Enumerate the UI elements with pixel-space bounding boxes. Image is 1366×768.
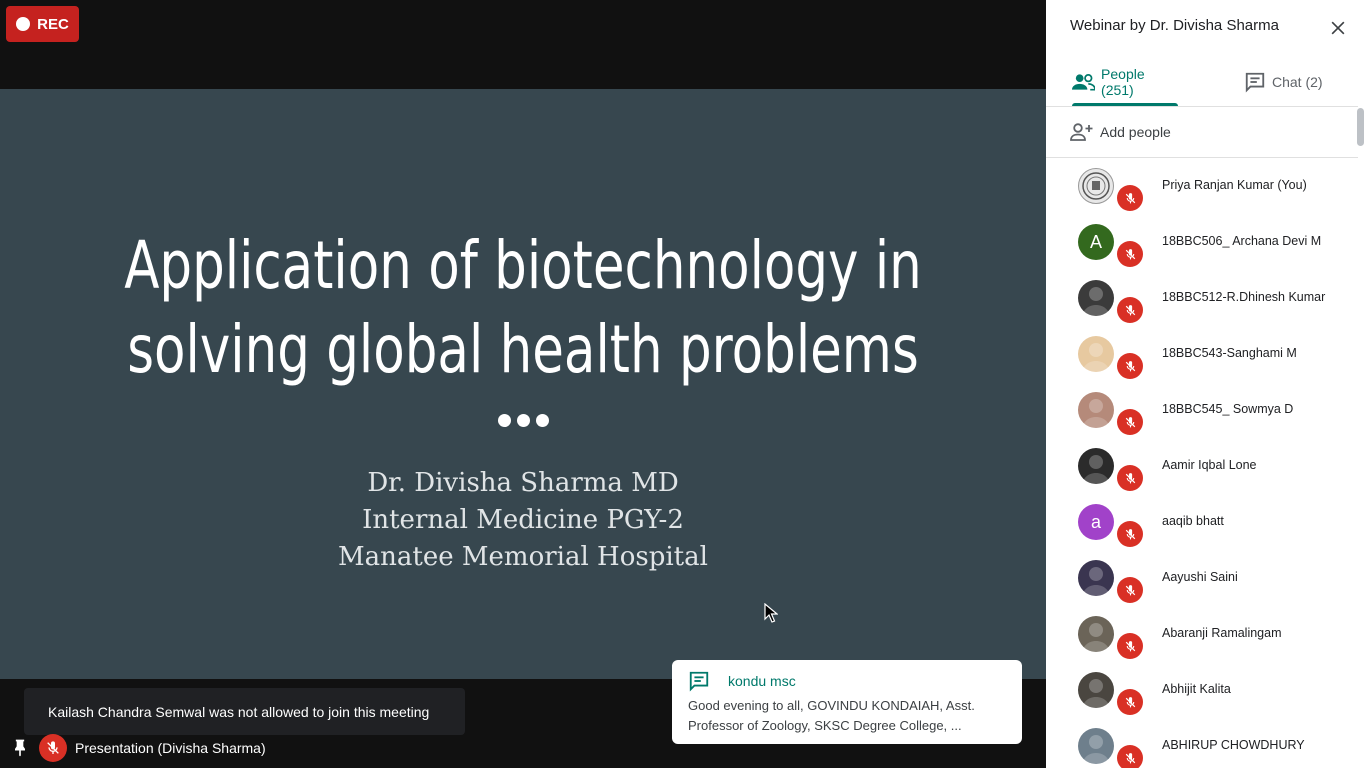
side-panel bbox=[1046, 0, 1366, 768]
mic-off-icon bbox=[1117, 185, 1143, 211]
list-item[interactable] bbox=[1046, 550, 1358, 606]
add-people-button[interactable] bbox=[1070, 118, 1171, 146]
tab-chat[interactable] bbox=[1244, 58, 1323, 106]
slide-title-line-1: Application of biotechnology in bbox=[124, 227, 922, 304]
slide-title bbox=[115, 224, 931, 392]
list-item[interactable] bbox=[1046, 158, 1358, 214]
chat-icon bbox=[688, 670, 710, 692]
avatar bbox=[1078, 504, 1114, 540]
panel-title: Webinar by Dr. Divisha Sharma bbox=[1070, 17, 1279, 34]
mic-off-icon bbox=[1117, 577, 1143, 603]
participant-name: Aayushi Saini bbox=[1162, 570, 1238, 584]
chat-message-text bbox=[688, 696, 1006, 736]
slide-subtitle-line-1: Dr. Divisha Sharma MD bbox=[367, 468, 679, 498]
tabs-divider bbox=[1046, 106, 1358, 107]
mic-off-icon bbox=[1117, 633, 1143, 659]
avatar bbox=[1078, 392, 1114, 428]
slide-subtitle bbox=[0, 465, 1046, 576]
avatar-letter: a bbox=[1090, 511, 1101, 532]
avatar-letter: A bbox=[1089, 231, 1102, 252]
mic-off-icon bbox=[1117, 409, 1143, 435]
participant-name: aaqib bhatt bbox=[1162, 514, 1224, 528]
people-list bbox=[1046, 158, 1358, 768]
tab-people[interactable] bbox=[1072, 58, 1178, 106]
list-item[interactable] bbox=[1046, 606, 1358, 662]
participant-name: 18BBC543-Sanghami M bbox=[1162, 346, 1297, 360]
chat-icon bbox=[1244, 71, 1266, 93]
people-icon bbox=[1072, 72, 1095, 92]
avatar bbox=[1078, 336, 1114, 372]
avatar bbox=[1078, 560, 1114, 596]
mic-off-icon bbox=[1117, 353, 1143, 379]
avatar bbox=[1078, 448, 1114, 484]
participant-name: ABHIRUP CHOWDHURY bbox=[1162, 738, 1305, 752]
recording-badge bbox=[6, 6, 79, 42]
mic-off-icon bbox=[1117, 465, 1143, 491]
chat-message-line-1: Good evening to all, GOVINDU KONDAIAH, Asst. bbox=[688, 698, 975, 713]
add-person-icon bbox=[1070, 122, 1094, 142]
avatar bbox=[1078, 280, 1114, 316]
avatar bbox=[1078, 616, 1114, 652]
avatar bbox=[1078, 672, 1114, 708]
mic-off-icon bbox=[1117, 689, 1143, 715]
avatar bbox=[1078, 728, 1114, 764]
chat-message-line-2: Professor of Zoology, SKSC Degree College, ... bbox=[688, 718, 962, 733]
mic-off-icon bbox=[1117, 241, 1143, 267]
participant-name: 18BBC545_ Sowmya D bbox=[1162, 402, 1294, 416]
slide-dots-decoration bbox=[0, 414, 1046, 432]
list-item[interactable] bbox=[1046, 214, 1358, 270]
participant-name: Priya Ranjan Kumar (You) bbox=[1162, 178, 1307, 192]
slide-subtitle-line-2: Internal Medicine PGY-2 bbox=[362, 505, 684, 535]
presentation-label: Presentation (Divisha Sharma) bbox=[75, 740, 266, 756]
list-item[interactable] bbox=[1046, 662, 1358, 718]
list-item[interactable] bbox=[1046, 438, 1358, 494]
mic-off-icon bbox=[1117, 521, 1143, 547]
list-item[interactable] bbox=[1046, 494, 1358, 550]
presentation-bar bbox=[0, 732, 600, 764]
mic-off-icon bbox=[1117, 745, 1143, 768]
slide-title-line-2: solving global health problems bbox=[127, 311, 919, 388]
avatar bbox=[1078, 224, 1114, 260]
slide-subtitle-line-3: Manatee Memorial Hospital bbox=[338, 542, 708, 572]
record-dot-icon bbox=[16, 17, 30, 31]
tab-people-label: People (251) bbox=[1101, 66, 1145, 98]
panel-tabs bbox=[1046, 58, 1366, 106]
mic-off-icon[interactable] bbox=[39, 734, 67, 762]
mic-off-icon bbox=[1117, 297, 1143, 323]
participant-name: Aamir Iqbal Lone bbox=[1162, 458, 1257, 472]
scrollbar[interactable] bbox=[1357, 108, 1364, 146]
chat-message-popup[interactable] bbox=[672, 660, 1022, 744]
chat-sender: kondu msc bbox=[728, 673, 796, 689]
participant-name: 18BBC506_ Archana Devi M bbox=[1162, 234, 1322, 248]
close-icon[interactable] bbox=[1328, 18, 1348, 38]
list-item[interactable] bbox=[1046, 270, 1358, 326]
add-people-label: Add people bbox=[1100, 124, 1171, 140]
participant-name: 18BBC512-R.Dhinesh Kumar bbox=[1162, 290, 1326, 304]
recording-label: REC bbox=[37, 15, 69, 33]
participant-name: Abhijit Kalita bbox=[1162, 682, 1231, 696]
list-item[interactable] bbox=[1046, 326, 1358, 382]
list-item[interactable] bbox=[1046, 382, 1358, 438]
participant-name: Abaranji Ramalingam bbox=[1162, 626, 1282, 640]
avatar bbox=[1078, 168, 1114, 204]
pin-icon[interactable] bbox=[10, 738, 30, 758]
tab-chat-label: Chat (2) bbox=[1272, 74, 1323, 90]
notification-text: Kailash Chandra Semwal was not allowed to join this meeting bbox=[48, 703, 430, 720]
join-denied-notification bbox=[24, 688, 465, 735]
mouse-cursor-icon bbox=[764, 603, 778, 623]
presentation-slide bbox=[0, 89, 1046, 679]
list-item[interactable] bbox=[1046, 718, 1358, 768]
